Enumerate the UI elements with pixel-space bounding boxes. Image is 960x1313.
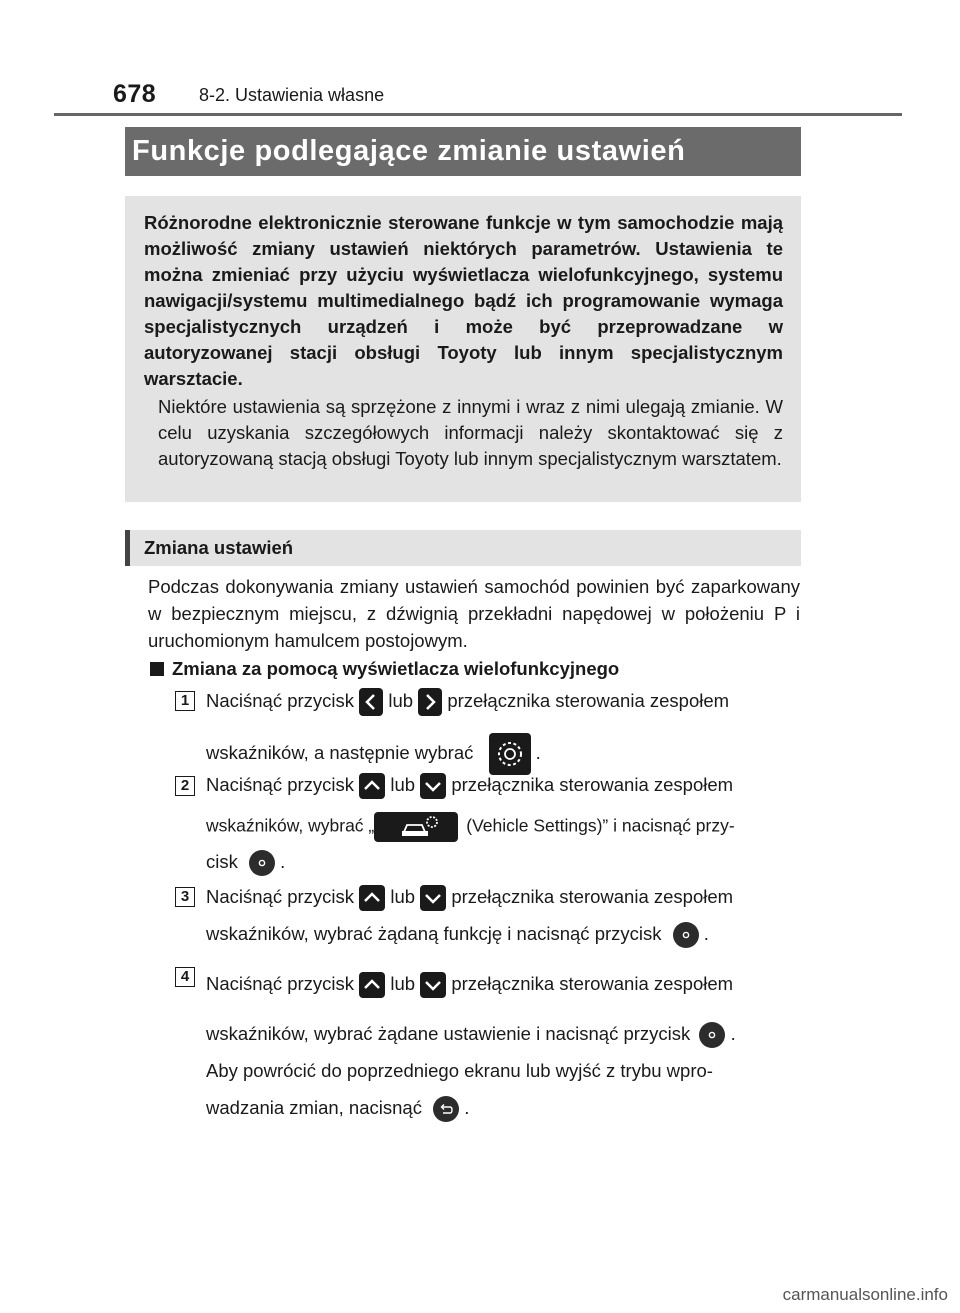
step-3-line-1	[206, 885, 733, 911]
step-text: przełącznika sterowania zespołem	[451, 972, 734, 994]
step-text: .	[730, 1022, 736, 1044]
intro-box	[125, 196, 801, 502]
step-3-line-2	[206, 922, 709, 948]
header-rule	[54, 113, 902, 116]
ok-button-icon	[673, 922, 699, 948]
step-text: .	[464, 1096, 470, 1118]
gear-icon	[489, 733, 531, 775]
step-text: .	[703, 922, 709, 944]
step-text: (Vehicle Settings)” i nacisnąć przy-	[466, 815, 735, 836]
vehicle-settings-icon	[374, 812, 458, 842]
step-text: lub	[388, 689, 414, 711]
subsection-title: Zmiana ustawień	[144, 537, 294, 558]
step-2-line-3	[206, 850, 285, 876]
step-4-line-2	[206, 1022, 736, 1048]
step-number-1: 1	[175, 691, 195, 711]
step-text: Naciśnąć przycisk	[206, 972, 355, 994]
section-title: 8-2. Ustawienia własne	[199, 85, 385, 105]
chevron-down-icon	[420, 773, 446, 799]
step-2-line-1	[206, 773, 733, 799]
step-1-line-2	[206, 733, 541, 775]
step-number-3: 3	[175, 887, 195, 907]
step-number-2: 2	[175, 776, 195, 796]
page-title: Funkcje podlegające zmianie ustawień	[132, 135, 686, 167]
intro-note-text: Niektóre ustawienia są sprzężone z innymi i wraz z nimi ulegają zmianie. W celu uzyskania szczegółowych informacji należy skontaktować się z autoryzowaną stacją obsługi Toyoty lub innym specjalistycznym warsztatem.	[158, 396, 783, 469]
ok-button-icon	[699, 1022, 725, 1048]
page-number: 678	[113, 80, 157, 108]
step-text: wadzania zmian, nacisnąć	[206, 1096, 422, 1118]
bullet-heading	[150, 658, 619, 680]
step-text: Naciśnąć przycisk	[206, 773, 355, 795]
chevron-up-icon	[359, 773, 385, 799]
return-note-line-2	[206, 1096, 469, 1122]
step-1-line-1	[206, 688, 729, 716]
step-text: przełącznika sterowania zespołem	[451, 773, 734, 795]
watermark: carmanualsonline.info	[782, 1285, 948, 1304]
body-paragraph: Podczas dokonywania zmiany ustawień samochód powinien być zaparkowany w bezpiecznym miejscu, z dźwignią przekładni napędowej w położeniu P i uruchomionym hamulcem postojowym.	[148, 576, 800, 651]
chevron-up-icon	[359, 885, 385, 911]
step-text: .	[535, 741, 541, 763]
step-text: lub	[390, 885, 416, 907]
step-text: Naciśnąć przycisk	[206, 885, 355, 907]
bullet-square-icon	[150, 662, 164, 676]
step-text: wskaźników, wybrać żądane ustawienie i nacisnąć przycisk	[206, 1022, 691, 1044]
intro-bold-text: Różnorodne elektronicznie sterowane funkcje w tym samochodzie mają możliwość zmiany ustawień niektórych parametrów. Ustawienia te można zmieniać przy użyciu wyświetlacza wielofunkcyjnego, systemu nawigacji/systemu multimedialnego bądź ich programowanie wymaga specjalistycznych urządzeń i może być przeprowadzane w autoryzowanej stacji obsługi Toyoty lub innym specjalistycznym warsztacie.	[144, 212, 783, 389]
chevron-down-icon	[420, 885, 446, 911]
step-text: przełącznika sterowania zespołem	[447, 689, 730, 711]
step-text: wskaźników, wybrać „	[206, 815, 375, 836]
step-text: Naciśnąć przycisk	[206, 689, 355, 711]
step-text: .	[280, 850, 286, 872]
subsection-heading	[125, 530, 801, 566]
page-header	[0, 0, 960, 120]
chevron-right-icon	[418, 688, 442, 716]
back-button-icon	[433, 1096, 459, 1122]
step-text: wskaźników, a następnie wybrać	[206, 741, 474, 763]
step-2-line-2	[206, 812, 735, 842]
bullet-heading-text: Zmiana za pomocą wyświetlacza wielofunkcyjnego	[172, 658, 620, 679]
return-note-line-1: Aby powrócić do poprzedniego ekranu lub wyjść z trybu wpro-	[206, 1060, 713, 1081]
title-banner	[125, 127, 801, 176]
chevron-left-icon	[359, 688, 383, 716]
step-text: lub	[390, 972, 416, 994]
step-text: przełącznika sterowania zespołem	[451, 885, 734, 907]
ok-button-icon	[249, 850, 275, 876]
step-number-4: 4	[175, 967, 195, 987]
step-text: cisk	[206, 850, 238, 872]
chevron-down-icon	[420, 972, 446, 998]
step-text: wskaźników, wybrać żądaną funkcję i nacisnąć przycisk	[206, 922, 662, 944]
step-4-line-1	[206, 972, 733, 998]
chevron-up-icon	[359, 972, 385, 998]
step-text: lub	[390, 773, 416, 795]
